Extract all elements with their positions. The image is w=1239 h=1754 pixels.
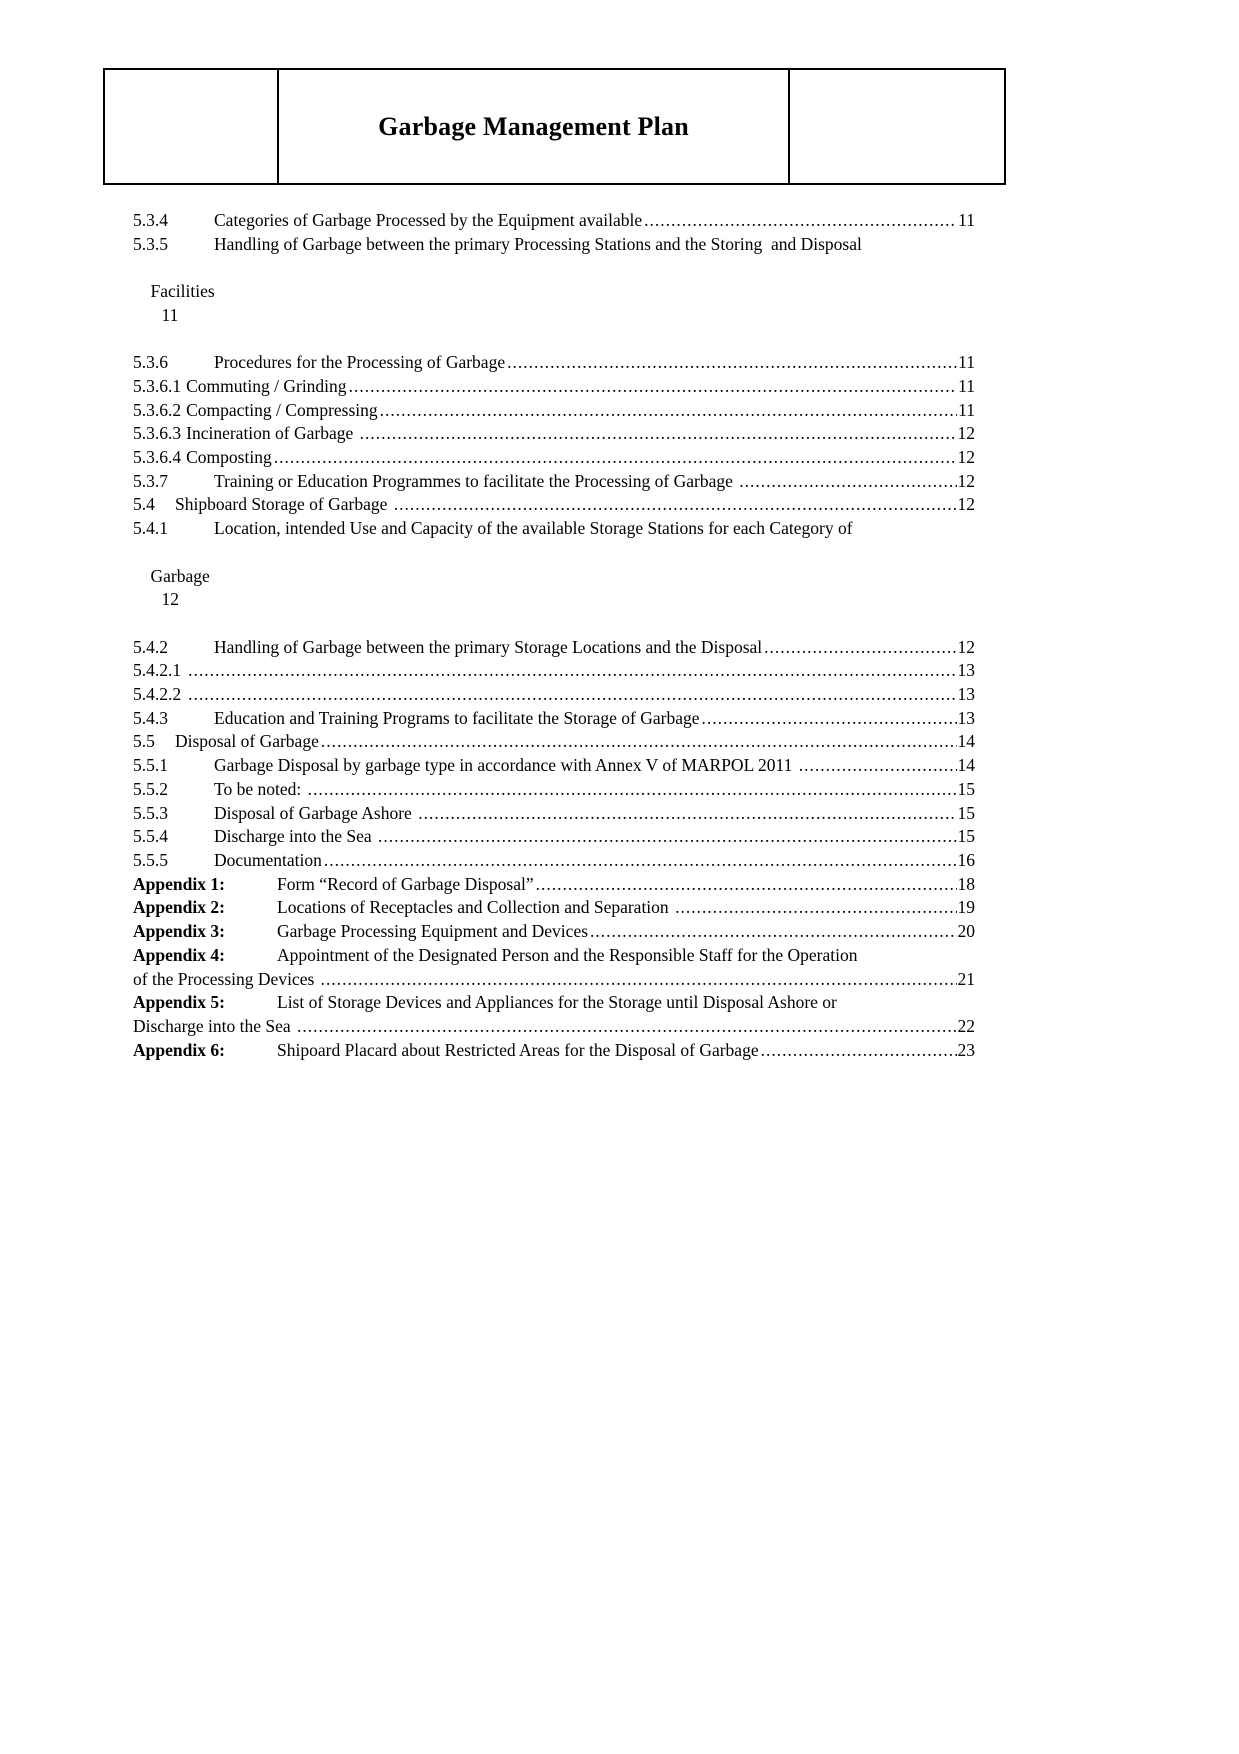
toc-entry-number: 5.3.7 [133,470,168,491]
toc-entry [133,754,975,778]
toc-entry-page: 23 [957,1039,975,1060]
toc-entry [133,920,975,944]
toc-entry [133,991,975,1015]
toc-entry-page: 13 [957,707,975,728]
toc-entry-page: 11 [958,210,975,230]
toc-entry [133,233,975,257]
toc-entry-title: Garbage [150,565,210,586]
toc-dot-leader [321,730,957,754]
toc-entry-number: 5.3.6 [133,352,168,373]
toc-entry-title: Garbage Disposal by garbage type in accordance with Annex V of MARPOL 2011 [214,755,797,776]
toc-dot-leader [380,399,957,423]
toc-entry [133,446,975,470]
toc-entry-number: 5.5.5 [133,849,168,870]
toc-entry-number: 5.4.1 [133,518,168,539]
toc-entry-continuation [133,256,975,351]
toc-dot-leader [297,1015,957,1039]
toc-dot-leader [536,873,957,897]
toc-dot-leader [188,659,956,683]
toc-dot-leader [394,493,957,517]
toc-entry-title: Discharge into the Sea [133,1015,295,1036]
toc-entry-page: 11 [958,352,975,373]
toc-entry-page: 16 [957,849,975,870]
toc-entry-number: 5.5 [133,731,155,752]
toc-dot-leader [274,446,957,470]
toc-entry-page: 12 [957,423,975,444]
toc-entry-title: Handling of Garbage between the primary Processing Stations and the Storing and Disposal [214,233,862,254]
toc-entry [133,683,975,707]
toc-entry-title: Documentation [214,849,322,870]
toc-entry-title: Incineration of Garbage [186,423,358,444]
header-cell-center [279,70,788,183]
toc-dot-leader [324,849,957,873]
toc-entry-number: 5.5.4 [133,826,168,847]
toc-entry-title: List of Storage Devices and Appliances for the Storage until Disposal Ashore or [277,992,837,1013]
toc-dot-leader [590,920,956,944]
toc-entry-title: Form “Record of Garbage Disposal” [277,873,534,894]
toc-entry-number: Appendix 1: [133,873,225,894]
toc-entry-page: 15 [957,778,975,799]
toc-entry-number: 5.3.4 [133,210,168,230]
toc-entry-title: Discharge into the Sea [214,826,376,847]
toc-entry-number: 5.5.2 [133,778,168,799]
toc-entry-number: 5.4.2 [133,636,168,657]
toc-entry-title: Location, intended Use and Capacity of the available Storage Stations for each Category of [214,518,853,539]
toc-entry [133,659,975,683]
toc-entry-title: Training or Education Programmes to facilitate the Processing of Garbage [214,470,738,491]
toc-entry-title: Shipoard Placard about Restricted Areas for the Disposal of Garbage [277,1039,759,1060]
toc-dot-leader [378,825,957,849]
toc-entry [133,1039,975,1063]
toc-entry [133,944,975,968]
toc-entry-number: 5.3.6.3 [133,423,182,444]
toc-entry-page: 20 [957,921,975,942]
toc-entry-page: 13 [957,660,975,681]
toc-entry-page: 13 [957,684,975,705]
toc-entry [133,399,975,423]
document-title: Garbage Management Plan [378,111,689,141]
toc-dot-leader [739,470,956,494]
toc-dot-leader [188,683,956,707]
toc-entry-title: Procedures for the Processing of Garbage [214,352,506,373]
toc-entry-number: Appendix 5: [133,992,225,1013]
toc-entry-title: Appointment of the Designated Person and the Responsible Staff for the Operation [277,944,858,965]
toc-entry-number: 5.3.6.2 [133,399,182,420]
toc-entry [133,636,975,660]
toc-entry-number: Appendix 3: [133,921,225,942]
toc-entry-page: 18 [957,873,975,894]
toc-entry-title: Categories of Garbage Processed by the Equipment available [214,210,643,230]
toc-entry-title: Education and Training Programs to facilitate the Storage of Garbage [214,707,700,728]
toc-entry-page: 15 [957,826,975,847]
toc-entry-title: Shipboard Storage of Garbage [175,494,392,515]
toc-entry-title: Locations of Receptacles and Collection and Separation [277,897,674,918]
toc-entry-page: 15 [957,802,975,823]
toc-dot-leader [799,754,957,778]
toc-entry-number: 5.4.3 [133,707,168,728]
toc-entry-page: 12 [957,636,975,657]
toc-entry [133,517,975,541]
toc-entry [133,825,975,849]
toc-entry-page: 14 [957,755,975,776]
toc-entry [133,422,975,446]
toc [133,209,975,1062]
toc-dot-leader [675,896,956,920]
toc-dot-leader [349,375,958,399]
toc-entry-title: Garbage Processing Equipment and Devices [277,921,589,942]
toc-entry-number: 5.4.2.1 [133,660,182,681]
header-table [103,68,1006,185]
header-cell-left [105,70,279,183]
toc-entry [133,493,975,517]
toc-entry-number: 5.3.6.1 [133,375,182,396]
toc-entry-title: Facilities [150,281,215,302]
toc-entry-number: Appendix 4: [133,944,225,965]
toc-entry [133,802,975,826]
toc-dot-leader [644,209,957,233]
toc-entry-title: Disposal of Garbage [175,731,319,752]
toc-entry [133,209,975,233]
toc-entry [133,1015,975,1039]
toc-entry-number: 5.3.6.4 [133,447,182,468]
toc-dot-leader [507,351,957,375]
toc-entry-title: of the Processing Devices [133,968,319,989]
toc-entry-page: 12 [161,589,179,610]
toc-entry-number: Appendix 2: [133,897,225,918]
toc-dot-leader [764,636,956,660]
toc-entry-number: 5.4.2.2 [133,684,182,705]
toc-entry-page: 22 [957,1015,975,1036]
toc-entry-continuation [133,541,975,636]
toc-entry-page: 12 [957,470,975,491]
toc-entry [133,968,975,992]
toc-entry [133,707,975,731]
toc-entry-page: 21 [957,968,975,989]
toc-entry [133,778,975,802]
toc-entry-title: Handling of Garbage between the primary Storage Locations and the Disposal [214,636,763,657]
toc-entry-number: 5.4 [133,494,155,515]
toc-entry-page: 19 [957,897,975,918]
toc-entry-page: 14 [957,731,975,752]
toc-dot-leader [321,968,957,992]
toc-entry-number: 5.5.3 [133,802,168,823]
toc-entry-page: 11 [958,375,975,396]
toc-dot-leader [702,707,957,731]
toc-entry-number: Appendix 6: [133,1039,225,1060]
toc-dot-leader [761,1039,957,1063]
toc-dot-leader [418,802,956,826]
toc-entry [133,849,975,873]
toc-entry [133,730,975,754]
toc-entry-title: Commuting / Grinding [186,375,347,396]
toc-entry-title: Compacting / Compressing [186,399,378,420]
toc-entry-title: Composting [186,447,272,468]
toc-dot-leader [360,422,957,446]
toc-entry [133,351,975,375]
toc-entry-title: To be noted: [214,778,306,799]
toc-entry [133,896,975,920]
toc-dot-leader [308,778,957,802]
toc-entry-page: 12 [957,494,975,515]
toc-entry-number: 5.5.1 [133,755,168,776]
toc-entry-number: 5.3.5 [133,233,168,254]
toc-entry-title: Disposal of Garbage Ashore [214,802,417,823]
toc-entry-page: 12 [957,447,975,468]
toc-entry [133,873,975,897]
toc-entry [133,470,975,494]
header-cell-right [788,70,1004,183]
toc-entry [133,375,975,399]
toc-entry-page: 11 [161,304,179,325]
toc-entry-page: 11 [958,399,975,420]
